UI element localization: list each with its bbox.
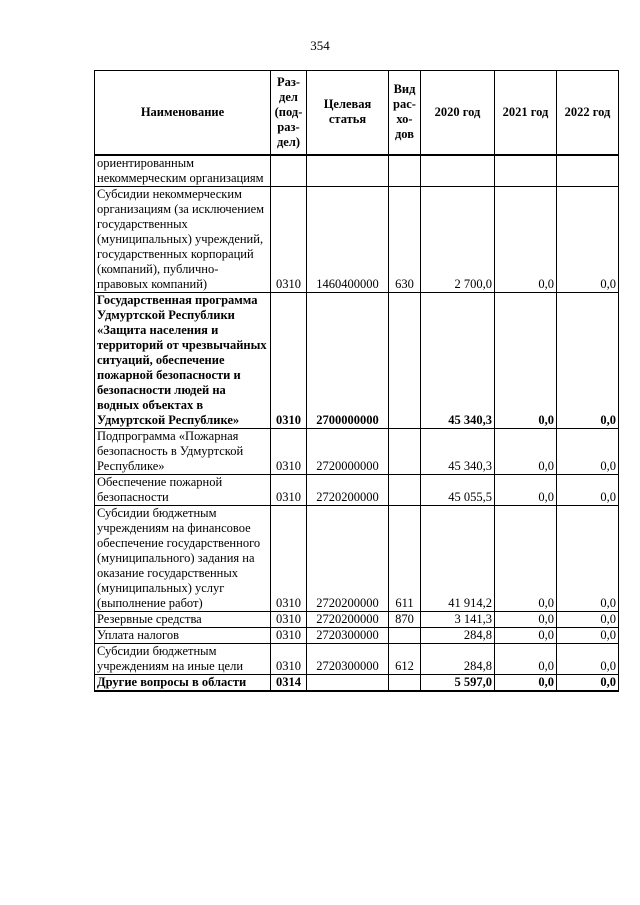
header-target bbox=[307, 71, 389, 155]
header-line: Вид bbox=[393, 82, 416, 97]
table-row bbox=[95, 627, 619, 643]
cell-target bbox=[307, 674, 389, 691]
cell-2020: 284,8 bbox=[421, 643, 495, 674]
cell-target: 2720200000 bbox=[307, 474, 389, 505]
header-line: рас- bbox=[393, 97, 416, 112]
cell-2020: 284,8 bbox=[421, 627, 495, 643]
cell-2020: 2 700,0 bbox=[421, 186, 495, 292]
cell-kind bbox=[389, 428, 421, 474]
header-2020: 2020 год bbox=[421, 71, 495, 155]
cell-target: 2720200000 bbox=[307, 505, 389, 611]
cell-2021: 0,0 bbox=[495, 505, 557, 611]
cell-name: Субсидии бюджетным учреждениям на финансовое обеспечение государственного (муниципального) задания на оказание государственных (муниципальных) услуг (выполнение работ) bbox=[95, 505, 271, 611]
header-line: дов bbox=[394, 127, 414, 142]
cell-2021: 0,0 bbox=[495, 292, 557, 428]
cell-2022: 0,0 bbox=[557, 292, 619, 428]
cell-2022: 0,0 bbox=[557, 186, 619, 292]
cell-2020 bbox=[421, 155, 495, 187]
header-line: Раз- bbox=[276, 74, 301, 89]
header-line: раз- bbox=[277, 119, 300, 134]
cell-target: 2720300000 bbox=[307, 643, 389, 674]
table-row bbox=[95, 643, 619, 674]
header-2021: 2021 год bbox=[495, 71, 557, 155]
cell-section: 0310 bbox=[271, 643, 307, 674]
header-line: дел bbox=[279, 89, 298, 104]
cell-name: Резервные средства bbox=[95, 611, 271, 627]
cell-2021: 0,0 bbox=[495, 643, 557, 674]
cell-2022: 0,0 bbox=[557, 611, 619, 627]
cell-2020: 45 340,3 bbox=[421, 292, 495, 428]
table-row bbox=[95, 155, 619, 187]
cell-kind bbox=[389, 292, 421, 428]
cell-2022: 0,0 bbox=[557, 505, 619, 611]
cell-2020: 41 914,2 bbox=[421, 505, 495, 611]
cell-section: 0310 bbox=[271, 186, 307, 292]
table-row bbox=[95, 674, 619, 691]
cell-name: Государственная программа Удмуртской Республики «Защита населения и территорий от чрезвычайных ситуаций, обеспечение пожарной безопасности и безопасности людей на водных объектах в Удмуртской Республике» bbox=[95, 292, 271, 428]
table-row bbox=[95, 505, 619, 611]
budget-table bbox=[94, 70, 619, 692]
table-row bbox=[95, 186, 619, 292]
cell-section: 0314 bbox=[271, 674, 307, 691]
cell-2022: 0,0 bbox=[557, 674, 619, 691]
cell-2021: 0,0 bbox=[495, 674, 557, 691]
table-row bbox=[95, 292, 619, 428]
cell-name: Уплата налогов bbox=[95, 627, 271, 643]
cell-target bbox=[307, 155, 389, 187]
cell-2021: 0,0 bbox=[495, 611, 557, 627]
table-body bbox=[95, 155, 619, 691]
cell-target: 2720200000 bbox=[307, 611, 389, 627]
cell-section: 0310 bbox=[271, 428, 307, 474]
cell-target: 1460400000 bbox=[307, 186, 389, 292]
cell-section: 0310 bbox=[271, 627, 307, 643]
cell-section: 0310 bbox=[271, 505, 307, 611]
header-line: Целевая bbox=[323, 97, 372, 112]
cell-2021 bbox=[495, 155, 557, 187]
cell-section: 0310 bbox=[271, 292, 307, 428]
cell-name: Субсидии бюджетным учреждениям на иные цели bbox=[95, 643, 271, 674]
cell-2022 bbox=[557, 155, 619, 187]
header-name: Наименование bbox=[95, 71, 271, 155]
cell-kind bbox=[389, 627, 421, 643]
cell-2022: 0,0 bbox=[557, 474, 619, 505]
cell-section: 0310 bbox=[271, 611, 307, 627]
header-2022: 2022 год bbox=[557, 71, 619, 155]
cell-2020: 5 597,0 bbox=[421, 674, 495, 691]
cell-kind: 630 bbox=[389, 186, 421, 292]
cell-2020: 45 055,5 bbox=[421, 474, 495, 505]
cell-2020: 3 141,3 bbox=[421, 611, 495, 627]
header-line: дел) bbox=[276, 134, 301, 149]
cell-name: Обеспечение пожарной безопасности bbox=[95, 474, 271, 505]
cell-kind: 611 bbox=[389, 505, 421, 611]
cell-name: Подпрограмма «Пожарная безопасность в Удмуртской Республике» bbox=[95, 428, 271, 474]
cell-name: ориентированным некоммерческим организациям bbox=[95, 155, 271, 187]
cell-name: Другие вопросы в области bbox=[95, 674, 271, 691]
header-kind bbox=[389, 71, 421, 155]
header-line: статья bbox=[328, 112, 367, 127]
cell-2022: 0,0 bbox=[557, 428, 619, 474]
cell-kind bbox=[389, 674, 421, 691]
cell-section bbox=[271, 155, 307, 187]
cell-kind bbox=[389, 474, 421, 505]
header-section bbox=[271, 71, 307, 155]
cell-kind: 612 bbox=[389, 643, 421, 674]
cell-target: 2700000000 bbox=[307, 292, 389, 428]
cell-2022: 0,0 bbox=[557, 643, 619, 674]
table-row bbox=[95, 611, 619, 627]
cell-kind bbox=[389, 155, 421, 187]
table-row bbox=[95, 474, 619, 505]
table-header-row bbox=[95, 71, 619, 155]
cell-2021: 0,0 bbox=[495, 474, 557, 505]
cell-target: 2720300000 bbox=[307, 627, 389, 643]
cell-name: Субсидии некоммерческим организациям (за исключением государственных (муниципальных) учреждений, государственных корпораций (компаний), публично-правовых компаний) bbox=[95, 186, 271, 292]
cell-section: 0310 bbox=[271, 474, 307, 505]
cell-2020: 45 340,3 bbox=[421, 428, 495, 474]
header-line: (под- bbox=[274, 104, 303, 119]
cell-2021: 0,0 bbox=[495, 627, 557, 643]
header-line: хо- bbox=[396, 112, 413, 127]
cell-2021: 0,0 bbox=[495, 186, 557, 292]
table-row bbox=[95, 428, 619, 474]
cell-kind: 870 bbox=[389, 611, 421, 627]
cell-2021: 0,0 bbox=[495, 428, 557, 474]
cell-target: 2720000000 bbox=[307, 428, 389, 474]
cell-2022: 0,0 bbox=[557, 627, 619, 643]
page-number: 354 bbox=[310, 38, 330, 53]
